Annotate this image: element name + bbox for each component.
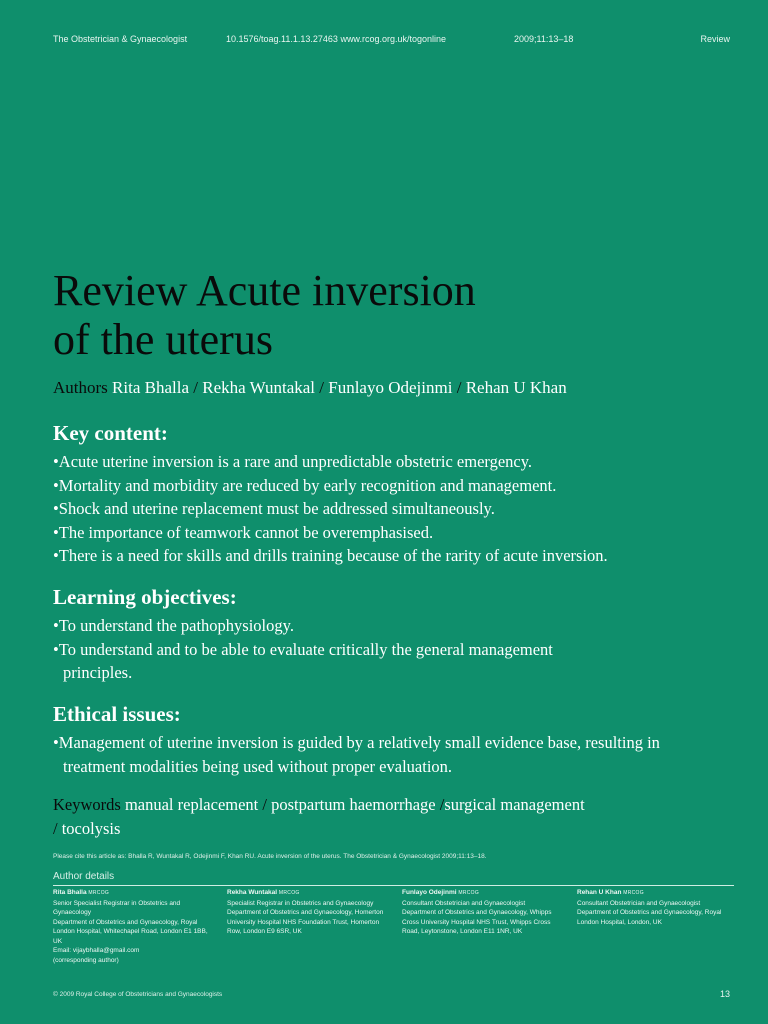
author-detail-line: Department of Obstetrics and Gynaecology, Royal London Hospital, London, UK bbox=[577, 909, 722, 926]
keyword: manual replacement bbox=[124, 795, 259, 814]
list-item: • Shock and uterine replacement must be addressed simultaneously. bbox=[53, 497, 743, 521]
author-detail-card bbox=[402, 888, 567, 937]
ethical-issues-section bbox=[53, 701, 688, 778]
key-content-heading: Key content: bbox=[53, 421, 168, 445]
authors-label: Authors bbox=[53, 378, 108, 397]
author-degree: MRCOG bbox=[88, 890, 110, 896]
author-name: Rekha Wuntakal bbox=[202, 378, 316, 397]
author-degree: MRCOG bbox=[458, 890, 480, 896]
title-line-1: Review Acute inversion bbox=[53, 266, 476, 315]
list-item: • To understand the pathophysiology. bbox=[53, 614, 583, 638]
page-number: 13 bbox=[719, 989, 730, 999]
list-item: • The importance of teamwork cannot be overemphasised. bbox=[53, 521, 743, 545]
author-detail-line: Specialist Registrar in Obstetrics and Gynaecology bbox=[227, 899, 374, 907]
list-item: • Acute uterine inversion is a rare and unpredictable obstetric emergency. bbox=[53, 450, 743, 474]
learning-objectives-list bbox=[53, 614, 583, 685]
article-title bbox=[53, 266, 713, 364]
keywords: Keywords manual replacement / postpartum haemorrhage /surgical management / tocolysis bbox=[53, 795, 585, 838]
author-degree: MRCOG bbox=[278, 890, 300, 896]
list-item: • Mortality and morbidity are reduced by early recognition and management. bbox=[53, 474, 743, 498]
citation-note: Please cite this article as: Bhalla R, Wuntakal R, Odejinmi F, Khan RU. Acute inversion of the uterus. The Obstetrician & Gynaecologist 2009;11:13–18. bbox=[53, 853, 487, 860]
copyright-notice: © 2009 Royal College of Obstetricians and Gynaecologists bbox=[53, 991, 223, 998]
author-list: Authors Rita Bhalla / Rekha Wuntakal / Funlayo Odejinmi / Rehan U Khan bbox=[53, 378, 567, 397]
author-name: Rehan U Khan bbox=[465, 378, 567, 397]
keyword: postpartum haemorrhage bbox=[271, 795, 436, 814]
author-detail-line: Consultant Obstetrician and Gynaecologist bbox=[577, 899, 701, 907]
journal-name: The Obstetrician & Gynaecologist bbox=[53, 34, 188, 44]
section-label: Review bbox=[700, 34, 730, 44]
list-item: • To understand and to be able to evaluate critically the general management principles. bbox=[53, 638, 583, 685]
key-content-list bbox=[53, 450, 743, 568]
author-detail-name: Rehan U Khan bbox=[577, 889, 622, 896]
author-detail-line: Department of Obstetrics and Gynaecology, Homerton University Hospital NHS Foundation Trust, Homerton Row, London E9 6SR, UK bbox=[227, 909, 384, 935]
keyword: tocolysis bbox=[61, 818, 121, 838]
author-email[interactable]: Email: vijaybhalla@gmail.com bbox=[53, 947, 140, 954]
ethical-issues-list bbox=[53, 731, 688, 778]
title-line-2: of the uterus bbox=[53, 315, 273, 364]
author-details-label: Author details bbox=[53, 871, 115, 882]
author-detail-line: Department of Obstetrics and Gynaecology, Royal London Hospital, Whitechapel Road, London E1 1BB, UK bbox=[53, 918, 208, 945]
issue-info: 2009;11:13–18 bbox=[514, 34, 574, 44]
author-detail-name: Rita Bhalla bbox=[53, 889, 87, 896]
keyword: surgical management bbox=[444, 795, 585, 814]
keywords-label: Keywords bbox=[53, 795, 121, 814]
list-item: • Management of uterine inversion is guided by a relatively small evidence base, resulting in treatment modalities being used without proper evaluation. bbox=[53, 731, 688, 778]
author-detail-line: (corresponding author) bbox=[53, 956, 119, 964]
learning-objectives-heading: Learning objectives: bbox=[53, 585, 237, 609]
author-name: Funlayo Odejinmi bbox=[328, 378, 453, 397]
author-detail-line: Senior Specialist Registrar in Obstetrics and Gynaecology bbox=[53, 899, 181, 916]
key-content-section bbox=[53, 420, 743, 568]
author-detail-line: Department of Obstetrics and Gynaecology, Whipps Cross University Hospital NHS Trust, Whipps Cross Road, Leytonstone, London E11 1NR, UK bbox=[402, 909, 552, 935]
ethical-issues-heading: Ethical issues: bbox=[53, 702, 181, 726]
author-detail-card bbox=[227, 888, 392, 937]
author-detail-name: Funlayo Odejinmi bbox=[402, 889, 457, 896]
author-detail-line: Consultant Obstetrician and Gynaecologist bbox=[402, 899, 526, 907]
doi-line[interactable]: 10.1576/toag.11.1.13.27463 www.rcog.org.uk/togonline bbox=[226, 34, 446, 44]
list-item: • There is a need for skills and drills training because of the rarity of acute inversion. bbox=[53, 544, 743, 568]
author-name: Rita Bhalla bbox=[112, 378, 189, 397]
author-detail-card bbox=[53, 888, 218, 965]
author-detail-name: Rekha Wuntakal bbox=[227, 889, 278, 896]
author-degree: MRCOG bbox=[623, 890, 644, 896]
learning-objectives-section bbox=[53, 584, 583, 685]
author-detail-card bbox=[577, 888, 742, 927]
divider bbox=[53, 885, 734, 886]
